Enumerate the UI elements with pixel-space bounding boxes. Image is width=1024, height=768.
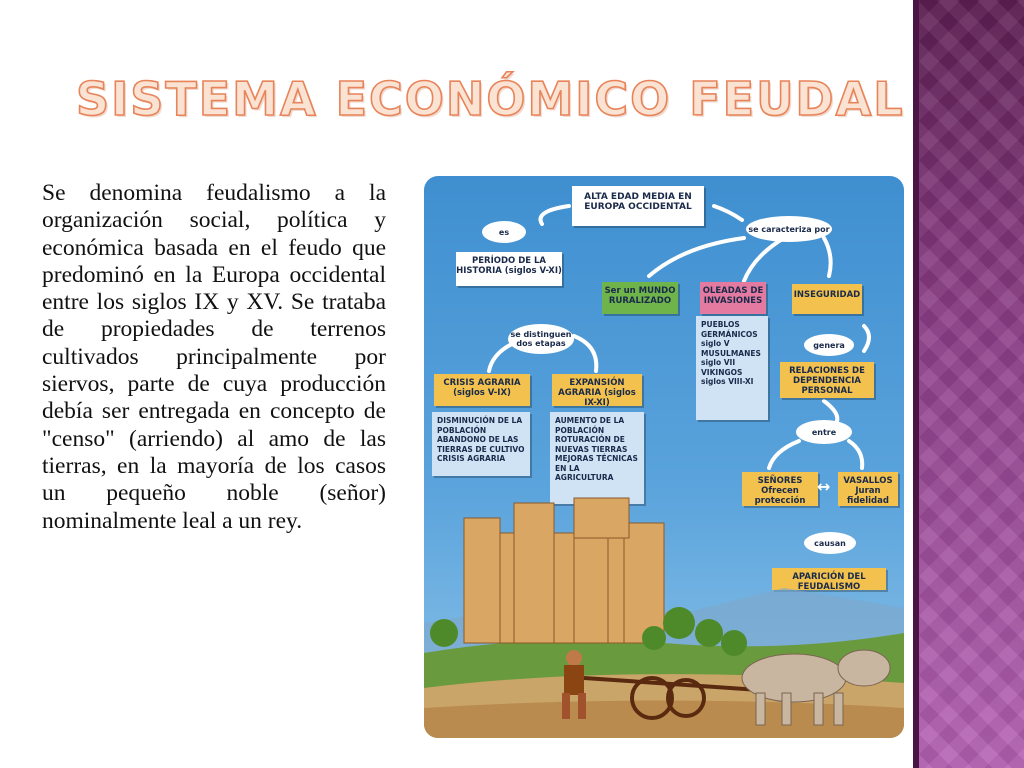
oval-dos-etapas: se distinguen dos etapas <box>508 324 574 354</box>
box-aparicion-feudalismo: APARICIÓN DEL FEUDALISMO <box>772 568 886 590</box>
list-item: MEJORAS TÉCNICAS EN LA AGRICULTURA <box>555 454 638 482</box>
box-expansion-agraria: EXPANSIÓN AGRARIA (siglos IX-XI) <box>552 374 642 406</box>
arrow-es <box>541 206 569 224</box>
list-item: ROTURACIÓN DE NUEVAS TIERRAS <box>555 435 628 454</box>
box-senores: SEÑORES Ofrecen protección <box>742 472 818 506</box>
box-crisis-agraria: CRISIS AGRARIA (siglos V-IX) <box>434 374 530 406</box>
list-item: VIKINGOS siglos VIII-XI <box>701 367 754 386</box>
box-vasallos: VASALLOS Juran fidelidad <box>838 472 898 506</box>
arrow-oleadas <box>744 238 784 281</box>
list-invasiones-items <box>696 316 768 420</box>
box-mundo-ruralizado: Ser un MUNDO RURALIZADO <box>602 282 678 314</box>
arrow-mundo <box>649 238 744 276</box>
arrow-caracteriza <box>714 206 742 220</box>
slide-title: SISTEMA ECONÓMICO FEUDAL <box>76 72 905 126</box>
arrow-inseguridad <box>824 238 831 276</box>
decorative-sidebar <box>913 0 1024 768</box>
list-item: AUMENTO DE LA POBLACIÓN <box>555 416 625 435</box>
list-crisis-items <box>432 412 530 476</box>
body-paragraph: Se denomina feudalismo a la organización social, política y económica basada en el feudo que predominó en la Europa occidental entre los siglos IX y XV. Se trataba de propiedades de terrenos cultivados principalmente por siervos, parte de cuya producción debía ser entregada en concepto de "censo" (arriendo) al amo de las tierras, en la mayoría de los casos un pequeño noble (señor) nominalmente leal a un rey. <box>42 180 386 534</box>
list-item: DISMINUCIÓN DE LA POBLACIÓN <box>437 416 523 435</box>
oval-causan: causan <box>804 532 856 554</box>
castle-farming-scene <box>424 493 904 738</box>
box-inseguridad: INSEGURIDAD <box>792 284 862 314</box>
double-arrow-icon: ↔ <box>817 477 831 496</box>
list-item: CRISIS AGRARIA <box>437 454 506 463</box>
arrow-vasallos <box>849 441 862 468</box>
list-item: PUEBLOS GERMÁNICOS siglo V <box>701 320 758 348</box>
feudalism-diagram-image <box>424 176 904 738</box>
box-periodo-historia: PERÍODO DE LA HISTORIA (siglos V-XI) <box>456 252 562 286</box>
box-relaciones-dependencia: RELACIONES DE DEPENDENCIA PERSONAL <box>780 362 874 398</box>
arrow-senores <box>769 441 799 468</box>
box-alta-edad-media: ALTA EDAD MEDIA EN EUROPA OCCIDENTAL <box>572 186 704 226</box>
arrow-genera <box>864 326 869 351</box>
arrow-expansion <box>574 336 596 371</box>
list-item: ABANDONO DE LAS TIERRAS DE CULTIVO <box>437 435 525 454</box>
oval-genera: genera <box>804 334 854 356</box>
list-item: MUSULMANES siglo VII <box>701 348 761 367</box>
list-expansion-items <box>550 412 644 504</box>
oval-entre: entre <box>796 420 852 444</box>
castle <box>464 498 664 643</box>
oval-se-caracteriza: se caracteriza por <box>746 216 832 242</box>
oval-es: es <box>482 221 526 243</box>
box-oleadas-invasiones: OLEADAS DE INVASIONES <box>700 282 766 314</box>
